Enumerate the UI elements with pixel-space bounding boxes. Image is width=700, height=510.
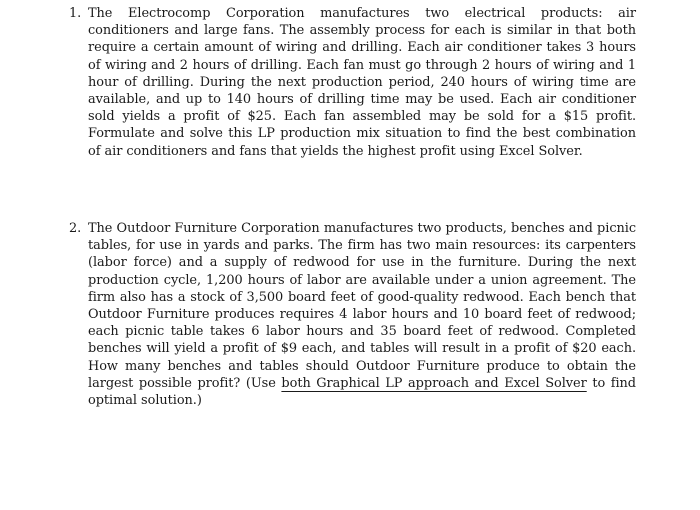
- problem-1-number: 1.: [69, 6, 82, 21]
- problem-1: [69, 5, 636, 160]
- problem-2: [69, 220, 637, 409]
- problem-2-text-after: to find optimal solution.): [88, 375, 637, 409]
- problem-2-underlined-text: both Graphical LP approach and Excel Solver: [281, 375, 587, 391]
- problem-2-number: 2.: [69, 221, 82, 236]
- problem-2-text-before: The Outdoor Furniture Corporation manufactures two products, benches and picnic tables, for use in yards and parks. The firm has two main resources: its carpenters (labor force) and a supply of redwood for use in the furniture. During the next production cycle, 1,200 hours of labor are available under a union agreement. The firm also has a stock of 3,500 board feet of good-quality redwood. Each bench that Outdoor Furniture produces requires 4 labor hours and 10 board feet of redwood; each picnic table takes 6 labor hours and 35 board feet of redwood. Completed benches will yield a profit of $9 each, and tables will result in a profit of $20 each. How many benches and tables should Outdoor Furniture produce to obtain the largest possible profit? (Use: [88, 221, 636, 391]
- problem-1-text: The Electrocomp Corporation manufactures two electrical products: air conditioners and large fans. The assembly process for each is similar in that both require a certain amount of wiring and drilling. Each air conditioner takes 3 hours of wiring and 2 hours of drilling. Each fan must go through 2 hours of wiring and 1 hour of drilling. During the next production period, 240 hours of wiring time are available, and up to 140 hours of drilling time may be used. Each air conditioner sold yields a profit of $25. Each fan assembled may be sold for a $15 profit. Formulate and solve this LP production mix situation to find the best combination of air conditioners and fans that yields the highest profit using Excel Solver.: [88, 6, 636, 159]
